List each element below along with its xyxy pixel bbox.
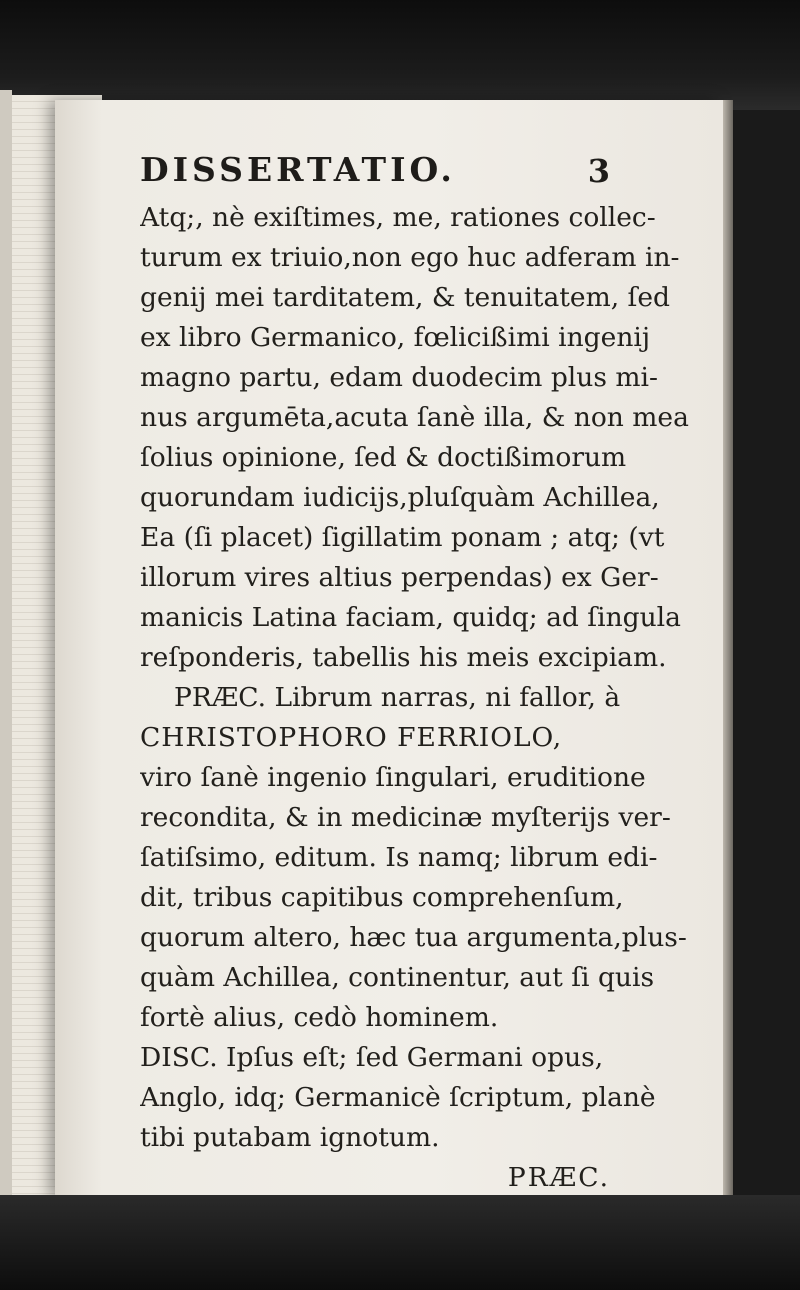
text-line: Atq;, nè exiſtimes, me, rationes collec-: [140, 202, 656, 233]
text-line: turum ex triuio,non ego huc adferam in-: [140, 242, 680, 273]
running-title: DISSERTATIO.: [140, 150, 456, 189]
text-line: ſatiſsimo, editum. Is namq; librum edi-: [140, 842, 658, 873]
page-number: 3: [587, 152, 610, 190]
text-line: ſolius opinione, ſed & doctißimorum: [140, 442, 627, 473]
text-line: viro ſanè ingenio ſingulari, eruditione: [140, 762, 646, 793]
scan-background-top: [0, 0, 800, 110]
text-line: manicis Latina faciam, quidq; ad ſingula: [140, 602, 681, 633]
text-line: illorum vires altius perpendas) ex Ger-: [140, 562, 659, 593]
scan-background-bottom: [0, 1195, 800, 1290]
text-line: nus argumēta,acuta ſanè illa, & non mea: [140, 402, 689, 433]
page-header: [140, 150, 610, 196]
text-line: quorundam iudicijs,pluſquàm Achillea,: [140, 482, 660, 513]
text-line: Ea (ſi placet) ſigillatim ponam ; atq; (vt: [140, 522, 665, 553]
text-line: recondita, & in medicinæ myſterijs ver-: [140, 802, 671, 833]
text-line: ex libro Germanico, fœlicißimi ingenij: [140, 322, 651, 353]
text-line: magno partu, edam duodecim plus mi-: [140, 362, 658, 393]
text-line: genij mei tarditatem, & tenuitatem, ſed: [140, 282, 671, 313]
text-line: tibi putabam ignotum.: [140, 1122, 440, 1153]
author-name-line: CHRISTOPHORO FERRIOLO,: [140, 722, 563, 753]
speaker-line-disc: DISC. Ipſus eſt; ſed Germani opus,: [140, 1042, 604, 1073]
text-line: reſponderis, tabellis his meis excipiam.: [140, 642, 667, 673]
text-line: Anglo, idq; Germanicè ſcriptum, planè: [140, 1082, 656, 1113]
page-text: [140, 198, 720, 1198]
page-gutter-shadow: [723, 100, 733, 1198]
speaker-line-praec: PRÆC. Librum narras, ni fallor, à: [174, 682, 621, 713]
text-line: fortè alius, cedò hominem.: [140, 1002, 499, 1033]
catchword: PRÆC.: [507, 1162, 610, 1193]
text-line: dit, tribus capitibus comprehenſum,: [140, 882, 624, 913]
text-line: quorum altero, hæc tua argumenta,plus-: [140, 922, 687, 953]
book-left-edge: [0, 90, 12, 1200]
text-line: quàm Achillea, continentur, aut ſi quis: [140, 962, 655, 993]
